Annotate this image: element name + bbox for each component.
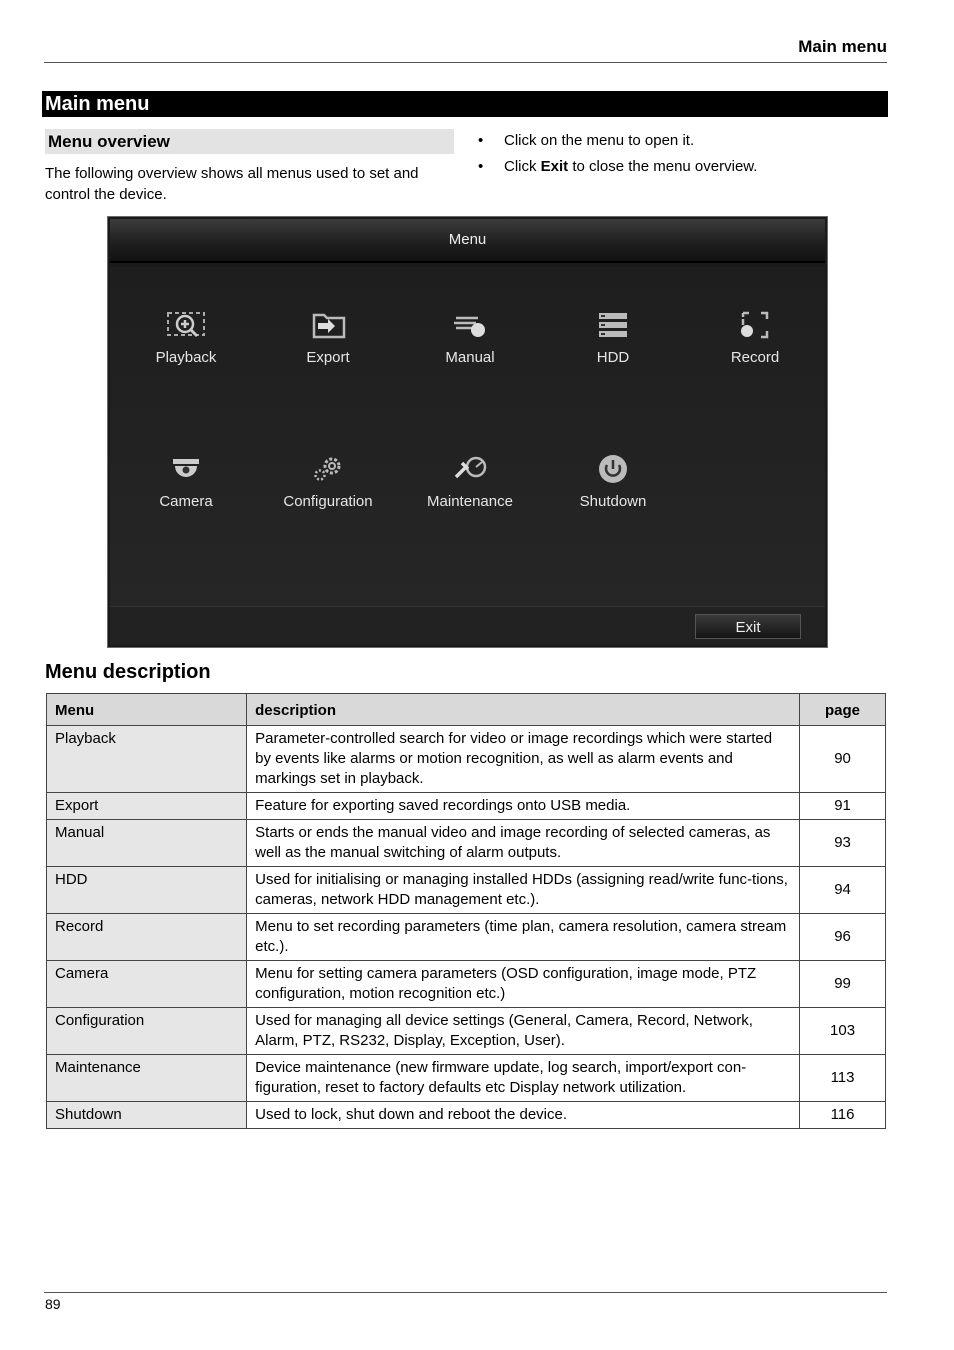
maintenance-icon: [450, 453, 490, 485]
cell-description: Parameter-controlled search for video or image recordings which were started by events like alarms or motion recognition, as well as alarm events and markings set in playback.: [247, 726, 800, 793]
menu-item-camera[interactable]: [116, 453, 256, 510]
header-rule: [44, 62, 887, 63]
menu-item-label: Configuration: [283, 493, 373, 510]
cell-menu: Manual: [47, 820, 247, 867]
menu-item-maintenance[interactable]: [400, 453, 540, 510]
shutdown-icon: [593, 453, 633, 485]
cell-page: 94: [800, 867, 886, 914]
page-number: 89: [45, 1296, 61, 1312]
cell-description: Used for managing all device settings (General, Camera, Record, Network, Alarm, PTZ, RS232, Display, Exception, User).: [247, 1008, 800, 1055]
manual-icon: [450, 309, 490, 341]
menu-description-table: [46, 693, 886, 1129]
menu-item-shutdown[interactable]: [543, 453, 683, 510]
table-row: [47, 961, 886, 1008]
menu-item-configuration[interactable]: [258, 453, 398, 510]
column-header-page: page: [800, 694, 886, 726]
table-row: [47, 1102, 886, 1129]
menu-item-label: Manual: [445, 349, 495, 366]
column-header-menu: Menu: [47, 694, 247, 726]
table-row: [47, 1008, 886, 1055]
instruction-text-post: to close the menu overview.: [568, 158, 758, 175]
section-title: Menu description: [45, 661, 211, 683]
menu-item-manual[interactable]: [400, 309, 540, 366]
table-row: [47, 914, 886, 961]
cell-description: Menu for setting camera parameters (OSD configuration, image mode, PTZ configuration, motion recognition etc.): [247, 961, 800, 1008]
menu-item-label: Camera: [159, 493, 213, 510]
instruction-item: [476, 131, 757, 157]
dvr-menu-footer: [110, 606, 825, 645]
footer-rule: [44, 1292, 887, 1293]
cell-description: Used for initialising or managing installed HDDs (assigning read/write func-tions, cameras, network HDD management etc.).: [247, 867, 800, 914]
column-header-description: description: [247, 694, 800, 726]
cell-page: 113: [800, 1055, 886, 1102]
cell-description: Device maintenance (new firmware update, log search, import/export con-figuration, reset to factory defaults etc Display network utilization.: [247, 1055, 800, 1102]
menu-item-label: HDD: [596, 349, 630, 366]
cell-menu: Maintenance: [47, 1055, 247, 1102]
section-subtitle: Menu overview: [45, 129, 454, 154]
cell-page: 93: [800, 820, 886, 867]
running-header: Main menu: [798, 37, 887, 56]
table-row: [47, 793, 886, 820]
cell-page: 116: [800, 1102, 886, 1129]
dvr-menu-grid: [110, 267, 825, 607]
menu-item-record[interactable]: [685, 309, 825, 366]
menu-item-label: Record: [730, 349, 780, 366]
cell-description: Used to lock, shut down and reboot the device.: [247, 1102, 800, 1129]
table-row: [47, 820, 886, 867]
instruction-item: [476, 157, 757, 183]
menu-item-export[interactable]: [258, 309, 398, 366]
cell-page: 99: [800, 961, 886, 1008]
cell-page: 90: [800, 726, 886, 793]
cell-description: Feature for exporting saved recordings onto USB media.: [247, 793, 800, 820]
playback-icon: [166, 309, 206, 341]
table-header-row: [47, 694, 886, 726]
dvr-menu-screenshot: [107, 216, 828, 648]
cell-page: 103: [800, 1008, 886, 1055]
cell-menu: Playback: [47, 726, 247, 793]
hdd-icon: [593, 309, 633, 341]
cell-menu: HDD: [47, 867, 247, 914]
menu-item-label: Shutdown: [579, 493, 647, 510]
camera-icon: [166, 453, 206, 485]
export-icon: [308, 309, 348, 341]
table-row: [47, 726, 886, 793]
cell-description: Menu to set recording parameters (time plan, camera resolution, camera stream etc.).: [247, 914, 800, 961]
record-icon: [735, 309, 775, 341]
dvr-menu-title: Menu: [110, 219, 825, 263]
cell-menu: Shutdown: [47, 1102, 247, 1129]
cell-menu: Record: [47, 914, 247, 961]
cell-description: Starts or ends the manual video and image recording of selected cameras, as well as the manual switching of alarm outputs.: [247, 820, 800, 867]
menu-item-playback[interactable]: [116, 309, 256, 366]
menu-item-label: Export: [306, 349, 350, 366]
cell-menu: Export: [47, 793, 247, 820]
menu-item-hdd[interactable]: [543, 309, 683, 366]
exit-button[interactable]: Exit: [695, 614, 801, 639]
configuration-icon: [308, 453, 348, 485]
page-title: Main menu: [42, 91, 888, 117]
menu-item-label: Playback: [155, 349, 217, 366]
menu-item-label: Maintenance: [427, 493, 513, 510]
cell-page: 91: [800, 793, 886, 820]
instruction-list: [476, 131, 757, 183]
instruction-text: Click on the menu to open it.: [504, 132, 695, 149]
instruction-text-pre: Click: [504, 158, 541, 175]
intro-text: The following overview shows all menus used to set and control the device.: [45, 165, 419, 203]
cell-page: 96: [800, 914, 886, 961]
cell-menu: Camera: [47, 961, 247, 1008]
table-row: [47, 867, 886, 914]
cell-menu: Configuration: [47, 1008, 247, 1055]
table-row: [47, 1055, 886, 1102]
instruction-exit-word: Exit: [540, 158, 569, 175]
